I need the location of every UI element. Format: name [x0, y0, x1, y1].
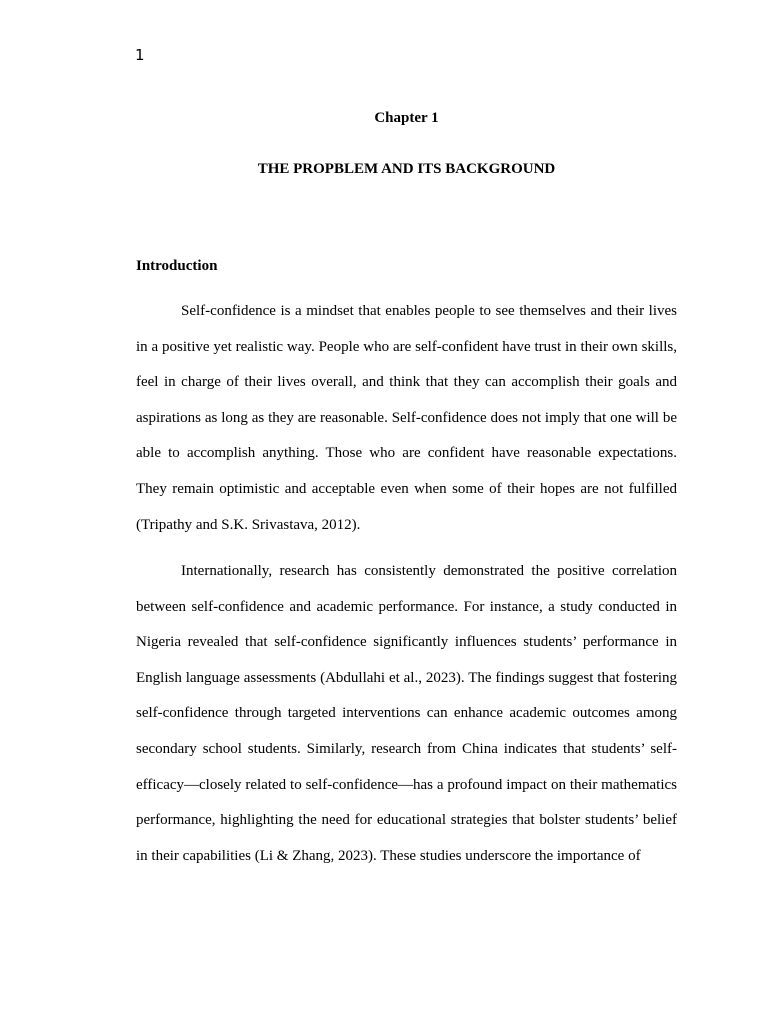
- chapter-title: THE PROPBLEM AND ITS BACKGROUND: [257, 161, 556, 177]
- body-paragraph: Internationally, research has consistently demonstrated the positive correlation between self-confidence and academic performance. For instance, a study conducted in Nigeria revealed that self-confidence significantly influences students’ performance in English language assessments (Abdullahi et al., 2023). The findings suggest that fostering self-confidence through targeted interventions can enhance academic outcomes among secondary school students. Similarly, research from China indicates that students’ self-efficacy—closely related to self-confidence—has a profound impact on their mathematics performance, highlighting the need for educational strategies that bolster students’ belief in their capabilities (Li & Zhang, 2023). These studies underscore the importance of: [136, 563, 677, 864]
- section-heading: Introduction: [136, 258, 218, 274]
- body-paragraph: Self-confidence is a mindset that enables people to see themselves and their lives in a positive yet realistic way. People who are self-confident have trust in their own skills, feel in charge of their lives overall, and think that they can accomplish their goals and aspirations as long as they are reasonable. Self-confidence does not imply that one will be able to accomplish anything. Those who are confident have reasonable expectations. They remain optimistic and acceptable even when some of their hopes are not fulfilled (Tripathy and S.K. Srivastava, 2012).: [136, 303, 677, 533]
- chapter-label: Chapter 1: [374, 110, 439, 126]
- page-number: 1: [135, 46, 145, 64]
